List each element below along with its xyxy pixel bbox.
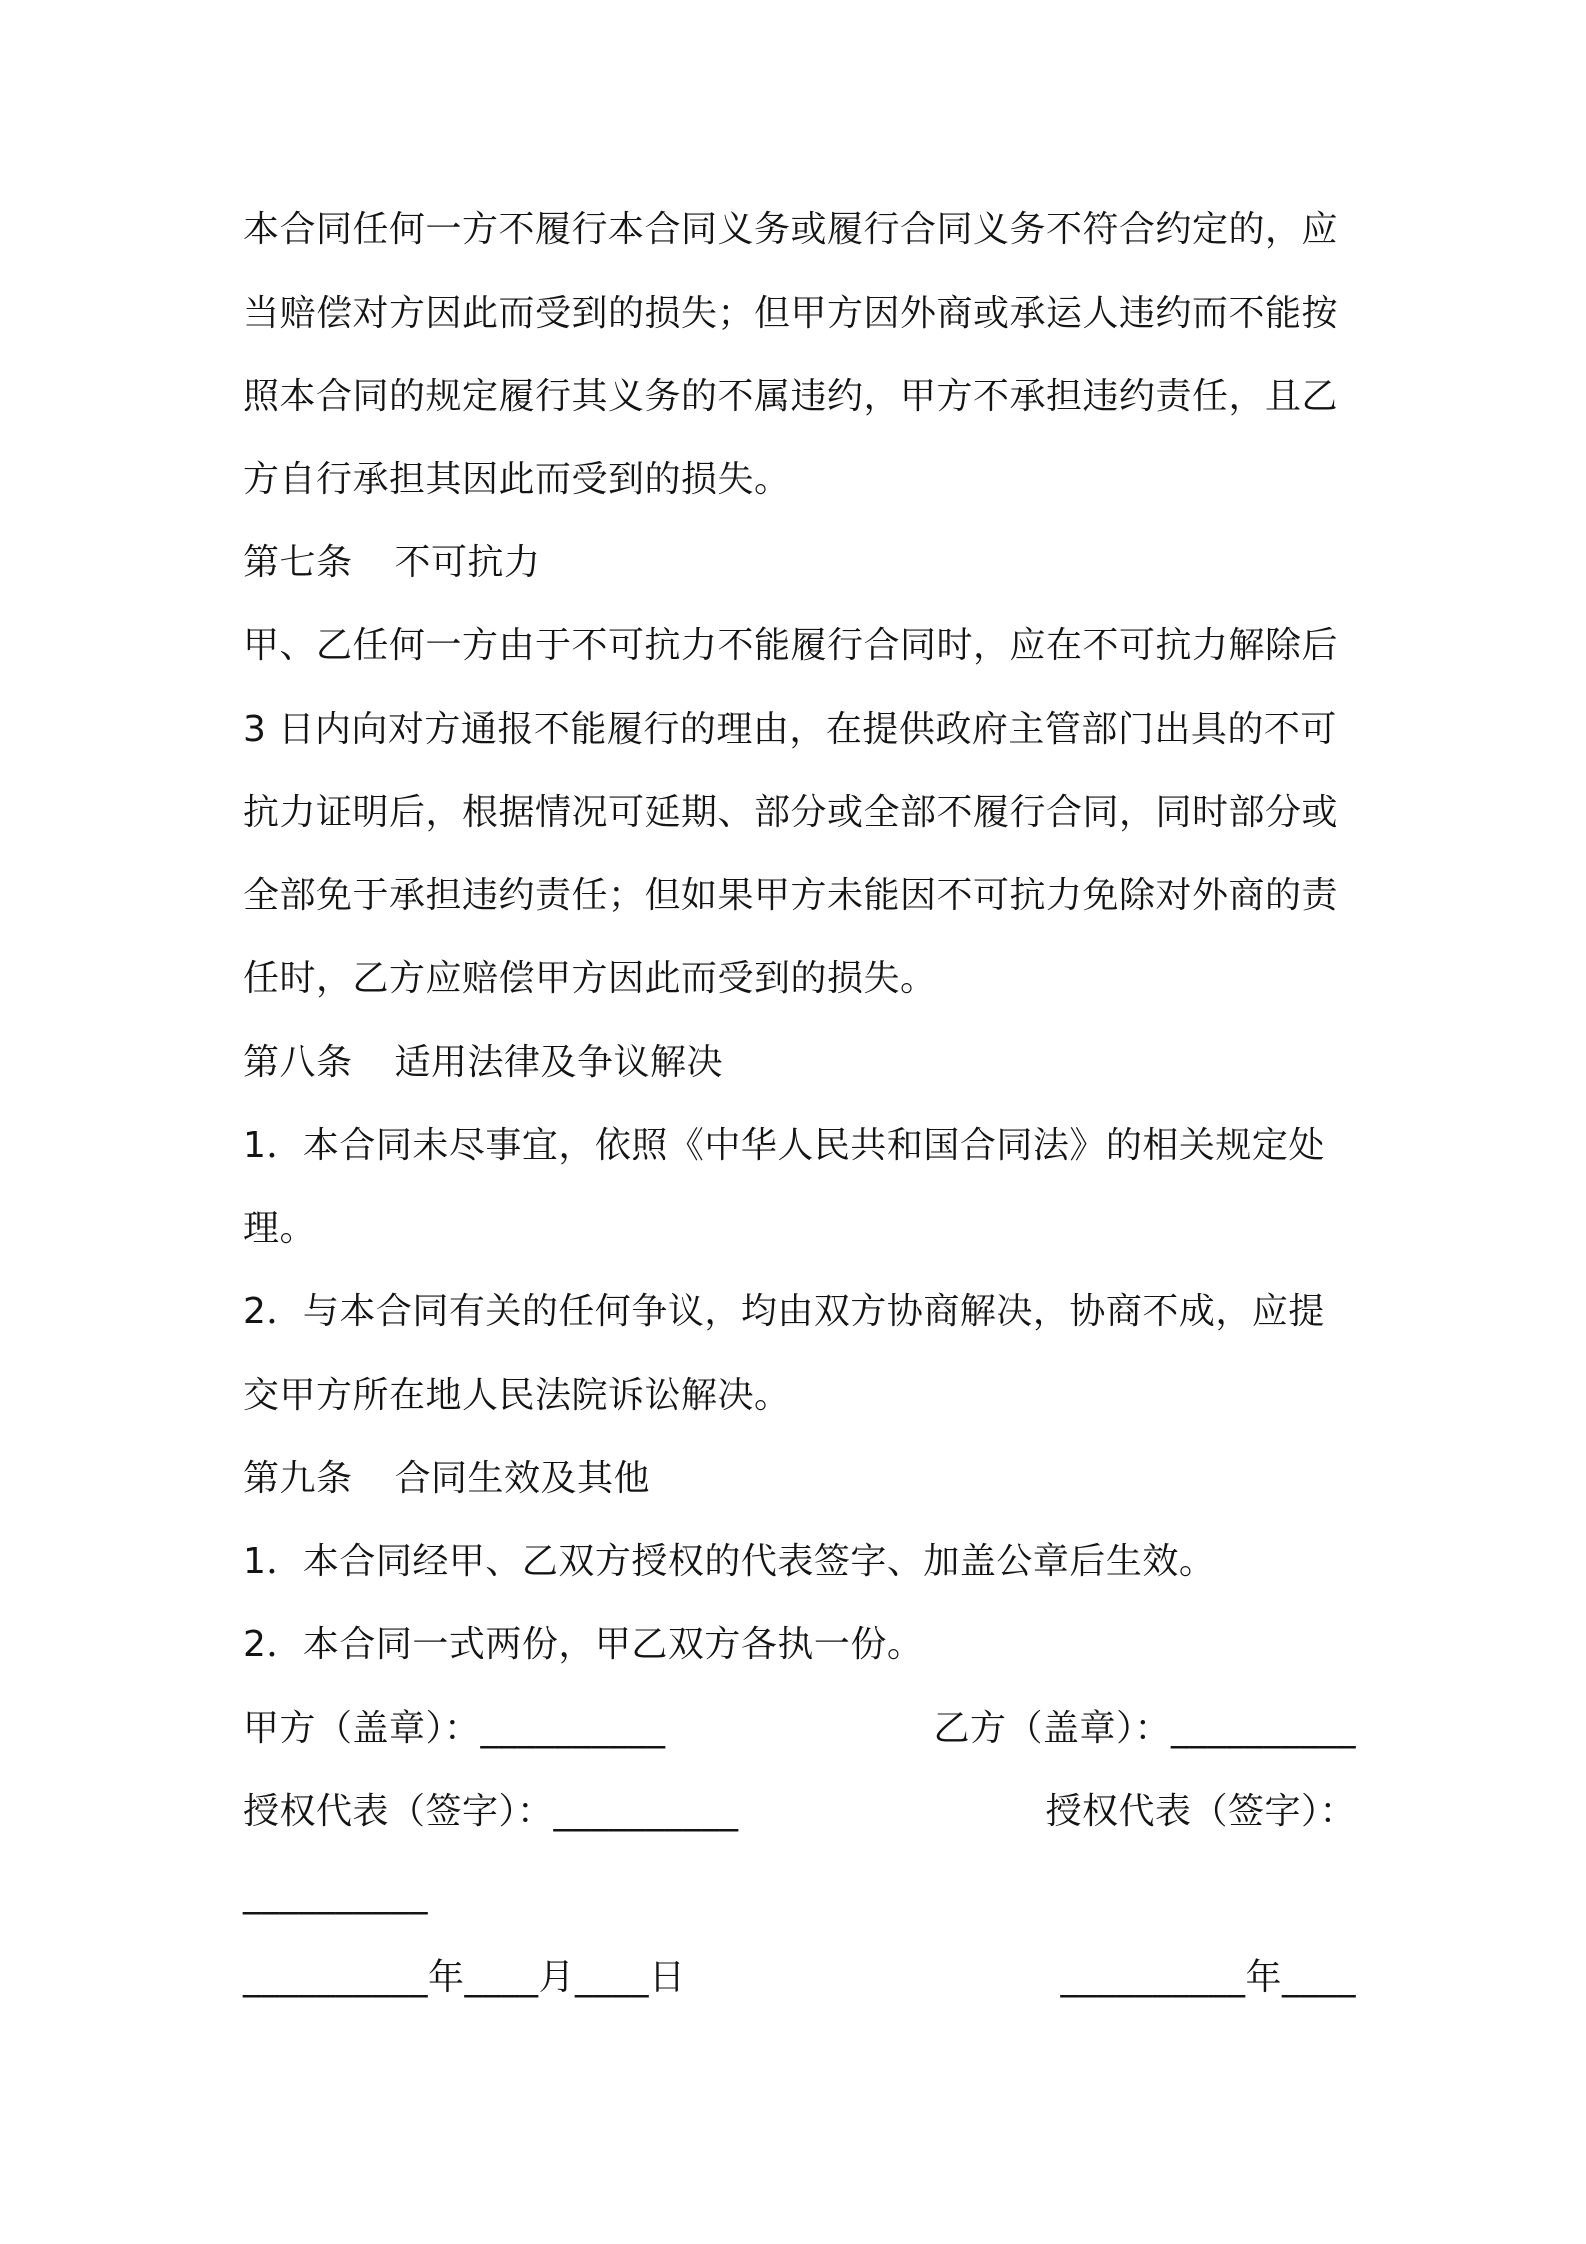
article-9-heading bbox=[243, 1455, 650, 1503]
article-7-heading bbox=[243, 539, 541, 587]
paragraph-line: 本合同任何一方不履行本合同义务或履行合同义务不符合约定的，应 bbox=[243, 209, 1339, 250]
party-a-representative-field: 授权代表（签字）：__________ bbox=[243, 1791, 739, 1832]
article-title: 合同生效及其他 bbox=[394, 1458, 651, 1499]
paragraph-line: 抗力证明后，根据情况可延期、部分或全部不履行合同，同时部分或 bbox=[243, 792, 1339, 833]
article-number: 第八条 bbox=[243, 1042, 353, 1083]
party-b-representative-blank: __________ bbox=[243, 1874, 428, 1915]
paragraph-line: 甲、乙任何一方由于不可抗力不能履行合同时，应在不可抗力解除后 bbox=[243, 625, 1339, 666]
article-number: 第九条 bbox=[243, 1458, 353, 1499]
clause-line: 交甲方所在地人民法院诉讼解决。 bbox=[243, 1375, 791, 1416]
article-title: 适用法律及争议解决 bbox=[394, 1042, 724, 1083]
party-a-date-field: __________年____月____日 bbox=[243, 1957, 686, 1998]
clause-line: 1．本合同经甲、乙双方授权的代表签字、加盖公章后生效。 bbox=[243, 1541, 1216, 1582]
party-b-date-field: __________年____ bbox=[1060, 1957, 1356, 1998]
paragraph-line: 3 日内向对方通报不能履行的理由，在提供政府主管部门出具的不可 bbox=[243, 709, 1337, 750]
paragraph-line: 全部免于承担违约责任；但如果甲方未能因不可抗力免除对外商的责 bbox=[243, 875, 1339, 916]
clause-line: 2．与本合同有关的任何争议，均由双方协商解决，协商不成，应提 bbox=[243, 1291, 1325, 1332]
clause-line: 1．本合同未尽事宜，依照《中华人民共和国合同法》的相关规定处 bbox=[243, 1125, 1325, 1166]
paragraph-line: 方自行承担其因此而受到的损失。 bbox=[243, 459, 791, 500]
paragraph-line: 当赔偿对方因此而受到的损失；但甲方因外商或承运人违约而不能按 bbox=[243, 293, 1339, 334]
paragraph-line: 照本合同的规定履行其义务的不属违约，甲方不承担违约责任，且乙 bbox=[243, 376, 1339, 417]
clause-line: 2．本合同一式两份，甲乙双方各执一份。 bbox=[243, 1624, 924, 1665]
party-b-seal-field: 乙方（盖章）：__________ bbox=[933, 1708, 1356, 1749]
article-title: 不可抗力 bbox=[394, 542, 541, 583]
paragraph-line: 任时，乙方应赔偿甲方因此而受到的损失。 bbox=[243, 958, 937, 999]
article-8-heading bbox=[243, 1039, 723, 1087]
article-number: 第七条 bbox=[243, 542, 353, 583]
party-a-seal-field: 甲方（盖章）：__________ bbox=[243, 1708, 666, 1749]
party-b-representative-field: 授权代表（签字）： bbox=[1045, 1791, 1356, 1832]
clause-line: 理。 bbox=[243, 1208, 317, 1249]
